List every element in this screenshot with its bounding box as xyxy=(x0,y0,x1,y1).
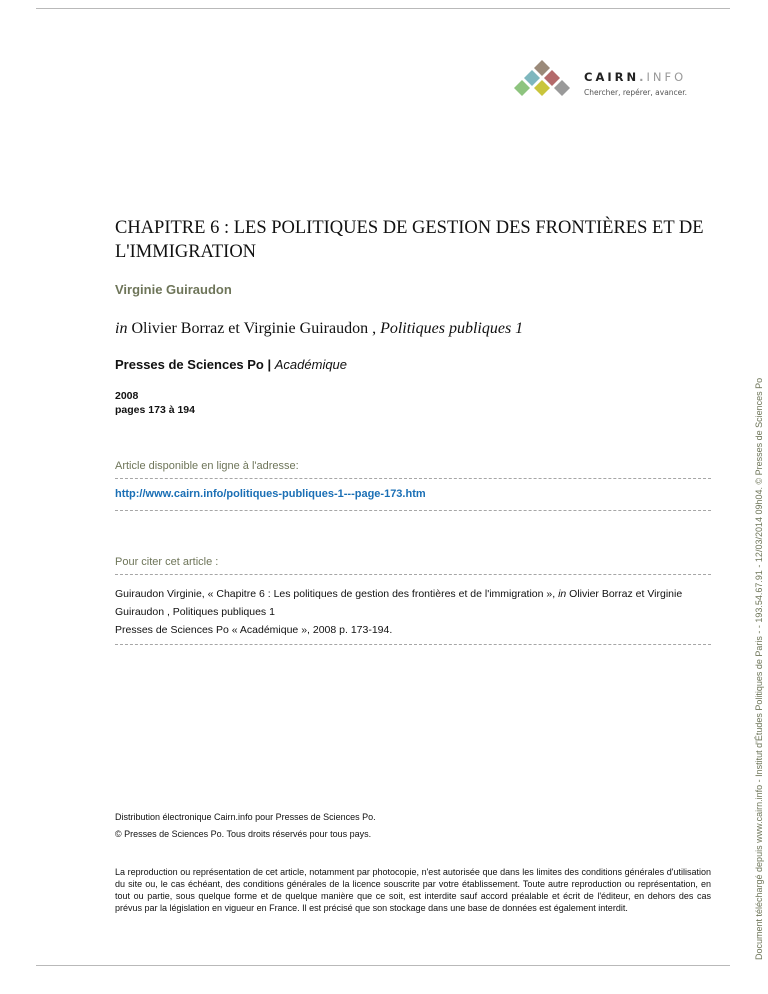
article-url-link[interactable]: http://www.cairn.info/politiques-publiques-1---page-173.htm xyxy=(115,488,426,500)
cairn-logo[interactable] xyxy=(512,58,712,110)
book-title: Politiques publiques 1 xyxy=(380,320,524,337)
logo-dot: . xyxy=(639,70,647,84)
copyright-note: © Presses de Sciences Po. Tous droits réservés pour tous pays. xyxy=(115,829,372,839)
bottom-rule xyxy=(36,965,730,966)
logo-tagline: Chercher, repérer, avancer. xyxy=(584,88,688,97)
divider-cite-bottom xyxy=(115,644,711,645)
book-reference xyxy=(115,320,523,338)
publisher-name: Presses de Sciences Po | xyxy=(115,357,272,372)
page-range: pages 173 à 194 xyxy=(115,404,195,416)
online-label: Article disponible en ligne à l'adresse: xyxy=(115,460,299,472)
citation-in: in xyxy=(558,588,567,600)
divider-online-top xyxy=(115,478,711,479)
publication-info xyxy=(115,389,195,417)
cite-label: Pour citer cet article : xyxy=(115,556,219,568)
logo-wordmark xyxy=(584,70,686,84)
book-editors: Olivier Borraz et Virginie Guiraudon , xyxy=(131,320,377,337)
publisher-line xyxy=(115,357,347,372)
top-rule xyxy=(36,8,730,9)
logo-suffix: INFO xyxy=(646,70,687,84)
publication-year: 2008 xyxy=(115,390,139,402)
citation-part2: Olivier Borraz et Virginie Guiraudon , Politiques publiques 1 xyxy=(115,588,683,618)
collection-name: Académique xyxy=(274,357,348,372)
legal-notice: La reproduction ou représentation de cet article, notamment par photocopie, n'est autorisée que dans les limites des conditions générales d'utilisation du site ou, le cas échéant, des conditions générales de la licence souscrite par votre établissement. Toute autre reproduction ou représentation, en tout ou partie, sous quelque forme et de quelque manière que ce soit, est interdite sauf accord préalable et écrit de l'éditeur, en dehors des cas prévus par la législation en vigueur en France. Il est précisé que son stockage dans une base de données est également interdit. xyxy=(115,867,711,913)
citation-text xyxy=(115,585,715,639)
in-prefix: in xyxy=(115,320,128,337)
distribution-note: Distribution électronique Cairn.info pour Presses de Sciences Po. xyxy=(115,812,376,822)
download-watermark: Document téléchargé depuis www.cairn.info - Institut d'Études Politiques de Paris - - 193.54.67.91 - 12/03/2014 09h04. © Presses de Sciences Po xyxy=(754,377,764,960)
citation-line-3: Presses de Sciences Po « Académique », 2008 p. 173-194. xyxy=(115,624,393,636)
citation-line-1 xyxy=(115,585,715,621)
article-author: Virginie Guiraudon xyxy=(115,282,232,297)
divider-cite-top xyxy=(115,574,711,575)
article-title: CHAPITRE 6 : LES POLITIQUES DE GESTION DES FRONTIÈRES ET DE L'IMMIGRATION xyxy=(115,218,704,262)
logo-brand: CAIRN xyxy=(584,70,640,84)
divider-online-bottom xyxy=(115,510,711,511)
citation-part1: Guiraudon Virginie, « Chapitre 6 : Les politiques de gestion des frontières et de l'immigration », xyxy=(115,588,559,600)
cairn-logo-mark xyxy=(512,58,584,98)
